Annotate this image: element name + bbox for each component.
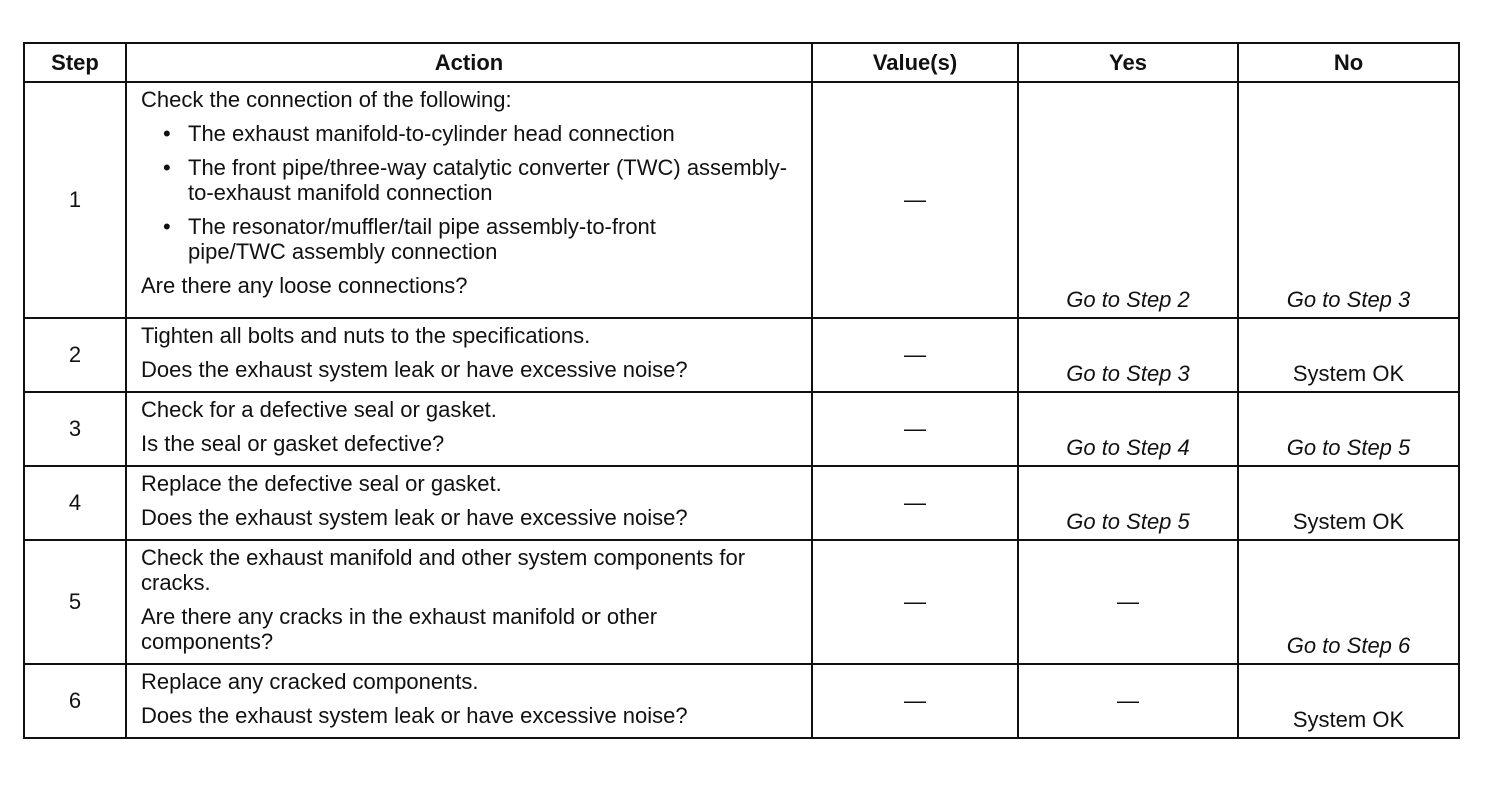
value-cell: — bbox=[812, 392, 1018, 466]
table-row bbox=[24, 466, 1459, 540]
table-row bbox=[24, 664, 1459, 738]
table-row bbox=[24, 318, 1459, 392]
action-cell bbox=[126, 392, 812, 466]
header-step: Step bbox=[24, 43, 126, 82]
value-cell: — bbox=[812, 540, 1018, 664]
header-action: Action bbox=[126, 43, 812, 82]
step-number: 3 bbox=[24, 392, 126, 466]
action-question: Does the exhaust system leak or have excessive noise? bbox=[141, 357, 688, 382]
action-instruction: Check for a defective seal or gasket. bbox=[141, 397, 497, 422]
step-number: 5 bbox=[24, 540, 126, 664]
no-cell: Go to Step 5 bbox=[1238, 392, 1459, 466]
action-question: Are there any cracks in the exhaust manifold or other components? bbox=[141, 604, 658, 654]
list-item: • The resonator/muffler/tail pipe assembly-to-front pipe/TWC assembly connection bbox=[163, 214, 748, 264]
header-yes: Yes bbox=[1018, 43, 1238, 82]
value-cell: — bbox=[812, 664, 1018, 738]
yes-cell: — bbox=[1018, 664, 1238, 738]
action-cell bbox=[126, 540, 812, 664]
yes-cell: Go to Step 4 bbox=[1018, 392, 1238, 466]
header-values: Value(s) bbox=[812, 43, 1018, 82]
value-cell: — bbox=[812, 318, 1018, 392]
action-instruction: Check the exhaust manifold and other system components for cracks. bbox=[141, 545, 746, 595]
action-cell bbox=[126, 664, 812, 738]
step-number: 6 bbox=[24, 664, 126, 738]
action-cell bbox=[126, 466, 812, 540]
no-cell: System OK bbox=[1238, 318, 1459, 392]
yes-cell: Go to Step 2 bbox=[1018, 82, 1238, 318]
no-cell: Go to Step 3 bbox=[1238, 82, 1459, 318]
step-number: 1 bbox=[24, 82, 126, 318]
action-question: Does the exhaust system leak or have excessive noise? bbox=[141, 703, 688, 728]
action-question: Is the seal or gasket defective? bbox=[141, 431, 445, 456]
connection-list bbox=[141, 121, 797, 264]
step-number: 2 bbox=[24, 318, 126, 392]
action-question: Are there any loose connections? bbox=[141, 273, 468, 298]
no-cell: System OK bbox=[1238, 664, 1459, 738]
step-number: 4 bbox=[24, 466, 126, 540]
header-no: No bbox=[1238, 43, 1459, 82]
action-question: Does the exhaust system leak or have excessive noise? bbox=[141, 505, 688, 530]
yes-cell: — bbox=[1018, 540, 1238, 664]
table-row bbox=[24, 392, 1459, 466]
value-cell: — bbox=[812, 82, 1018, 318]
action-instruction: Replace the defective seal or gasket. bbox=[141, 471, 502, 496]
no-cell: Go to Step 6 bbox=[1238, 540, 1459, 664]
action-instruction: Replace any cracked components. bbox=[141, 669, 479, 694]
action-cell bbox=[126, 318, 812, 392]
list-item: • The exhaust manifold-to-cylinder head connection bbox=[163, 121, 797, 146]
table-row bbox=[24, 82, 1459, 318]
no-cell: System OK bbox=[1238, 466, 1459, 540]
header-row bbox=[24, 43, 1459, 82]
action-cell bbox=[126, 82, 812, 318]
action-instruction: Tighten all bolts and nuts to the specifications. bbox=[141, 323, 591, 348]
list-item: • The front pipe/three-way catalytic converter (TWC) assembly-to-exhaust manifold connection bbox=[163, 155, 788, 205]
value-cell: — bbox=[812, 466, 1018, 540]
yes-cell: Go to Step 5 bbox=[1018, 466, 1238, 540]
diagnostic-table bbox=[23, 42, 1460, 739]
yes-cell: Go to Step 3 bbox=[1018, 318, 1238, 392]
action-instruction: Check the connection of the following: bbox=[141, 87, 512, 112]
table-row bbox=[24, 540, 1459, 664]
